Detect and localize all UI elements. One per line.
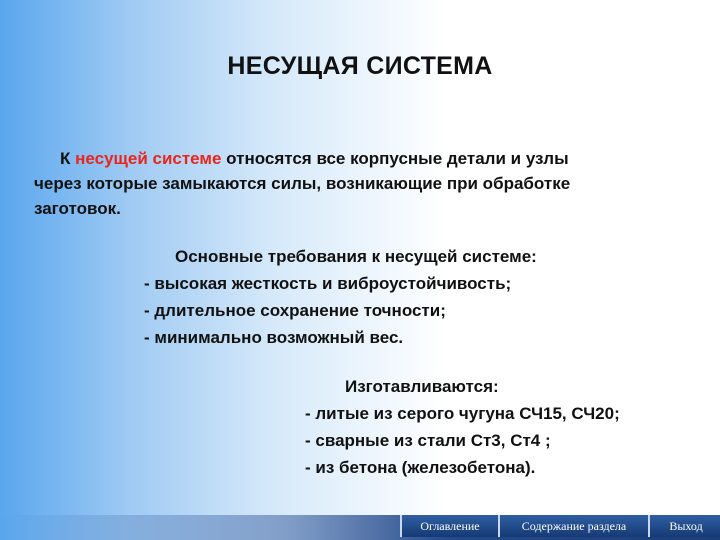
intro-line-3: заготовок. bbox=[34, 199, 121, 218]
intro-line-1 bbox=[34, 146, 684, 171]
intro-line-1-rest: относятся все корпусные детали и узлы bbox=[221, 149, 569, 168]
section-contents-button[interactable]: Содержание раздела bbox=[498, 515, 648, 537]
manufacturing-item: - литые из серого чугуна СЧ15, СЧ20; bbox=[305, 404, 620, 423]
contents-button[interactable]: Оглавление bbox=[400, 515, 498, 537]
requirements-heading: Основные требования к несущей системе: bbox=[175, 247, 537, 266]
requirement-item: - длительное сохранение точности; bbox=[144, 301, 446, 320]
manufacturing-heading: Изготавливаются: bbox=[345, 377, 499, 396]
slide-title: НЕСУЩАЯ СИСТЕМА bbox=[227, 52, 493, 80]
intro-paragraph bbox=[34, 146, 684, 221]
manufacturing-item: - из бетона (железобетона). bbox=[305, 458, 536, 477]
intro-highlight: несущей системе bbox=[75, 149, 222, 168]
requirement-item: - минимально возможный вес. bbox=[144, 328, 404, 347]
manufacturing-block bbox=[305, 373, 705, 481]
requirements-block bbox=[144, 243, 614, 351]
exit-button[interactable]: Выход bbox=[648, 515, 720, 537]
manufacturing-item: - сварные из стали Ст3, Ст4 ; bbox=[305, 431, 551, 450]
intro-line-2: через которые замыкаются силы, возникающие при обработке bbox=[34, 174, 571, 193]
requirement-item: - высокая жесткость и виброустойчивость; bbox=[144, 274, 512, 293]
navigation-bar bbox=[0, 515, 720, 540]
intro-prefix: К bbox=[60, 149, 76, 168]
